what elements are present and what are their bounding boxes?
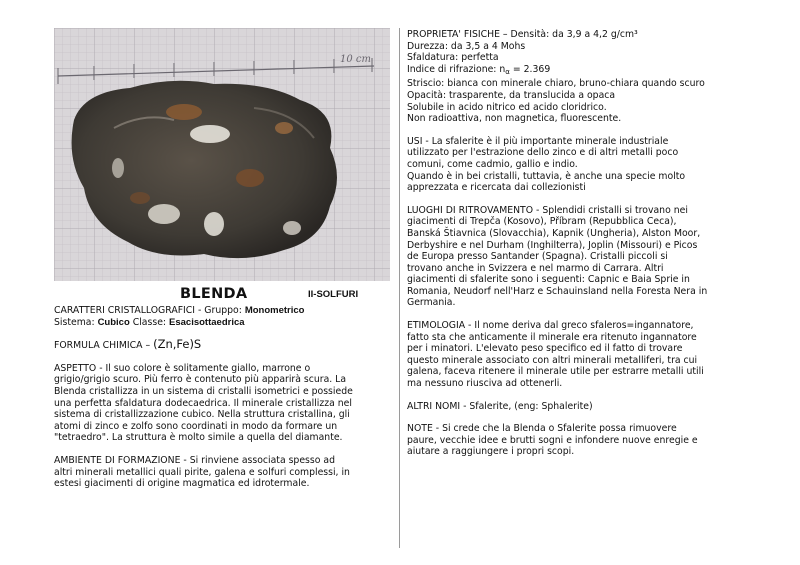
section-usi: [407, 136, 782, 194]
text-line: PROPRIETA' FISICHE – Densità: da 3,9 a 4,2 g/cm³: [407, 29, 638, 40]
section-ambiente: [54, 455, 394, 490]
text-line: Blenda cristallizza in un sistema di cristalli isometrici e possiede: [54, 385, 353, 397]
column-divider: [399, 28, 400, 548]
text-line: ETIMOLOGIA - Il nome deriva dal greco sfaleros=ingannatore,: [407, 320, 694, 332]
text-line: Germania.: [407, 297, 456, 309]
text-line: "tetraedro". La struttura è molto simile a quella del diamante.: [54, 432, 343, 444]
text-line: Opacità: trasparente, da translucida a opaca: [407, 89, 616, 101]
crystal-group-label: CARATTERI CRISTALLOGRAFICI - Gruppo:: [54, 305, 242, 316]
text-line: ASPETTO - Il suo colore è solitamente giallo, marrone o: [54, 362, 311, 374]
refraction-subscript: α: [505, 67, 510, 76]
refraction-value: = 2.369: [509, 63, 551, 75]
crystal-characters: [54, 305, 394, 317]
text-line: altri minerali metallici quali pirite, galena e solfuri complessi, in: [54, 466, 350, 478]
section-luoghi: [407, 205, 782, 309]
crystal-system-label: Sistema:: [54, 316, 95, 328]
section-proprieta: [407, 29, 782, 125]
formula-value: (Zn,Fe)S: [153, 337, 202, 352]
text-line: Romania, Neudorf nell'Harz e Schauinsland nella Foresta Nera in: [407, 285, 708, 297]
crystal-class-value: Esacisottaedrica: [169, 316, 245, 328]
text-line: Non radioattiva, non magnetica, fluorescente.: [407, 113, 622, 125]
text-line: ma nessuno riusciva ad ottenerli.: [407, 378, 563, 390]
text-line: comuni, come cadmio, gallio e indio.: [407, 158, 578, 170]
text-line: de Europa presso Santander (Spagna). Cristalli piccoli si: [407, 251, 668, 263]
mineral-name: BLENDA: [180, 286, 248, 302]
text-line: giacimenti di Trepča (Kosovo), Příbram (Repubblica Ceca),: [407, 216, 677, 228]
chemical-formula: [54, 339, 394, 352]
crystal-system-value: Cubico: [97, 316, 130, 328]
left-column: [54, 305, 394, 490]
crystal-group-value: Monometrico: [244, 305, 305, 316]
text-line: AMBIENTE DI FORMAZIONE - Si rinviene associata spesso ad: [54, 454, 335, 466]
text-line: galena, faceva ritenere il minerale utile per estrarre metalli utili: [407, 366, 704, 378]
text-line: per i minatori. L'elevato peso specifico ed il fatto di trovare: [407, 343, 683, 355]
text-line: aiutare a raggiungere i propri scopi.: [407, 446, 575, 458]
text-line: Solubile in acido nitrico ed acido cloridrico.: [407, 101, 607, 113]
text-line: fatto sta che anticamente il minerale era ritenuto ingannatore: [407, 331, 697, 343]
right-column: [407, 29, 782, 458]
text-line: estesi giacimenti di origine magmatica ed idrotermale.: [54, 478, 310, 490]
text-line: Durezza: da 3,5 a 4 Mohs: [407, 40, 526, 52]
text-line: Quando è in bei cristalli, tuttavia, è anche una specie molto: [407, 170, 686, 182]
formula-label: FORMULA CHIMICA –: [54, 340, 151, 352]
text-line: apprezzata e ricercata dai collezionisti: [407, 182, 586, 194]
text-line: paure, vecchie idee e brutti sogni e infondere nuove enregie e: [407, 434, 698, 446]
text-line: sistema di cristallizzazione cubico. Nella struttura cristallina, gli: [54, 409, 350, 421]
mineral-photo: [54, 28, 390, 281]
text-line: Sfaldatura: perfetta: [407, 52, 499, 64]
text-line: NOTE - Si crede che la Blenda o Sfalerite possa rimuovere: [407, 423, 677, 435]
text-line: LUOGHI DI RITROVAMENTO - Splendidi cristalli si trovano nei: [407, 204, 688, 216]
ruler-label: 10 cm: [340, 54, 371, 65]
text-line: utilizzato per l'estrazione dello zinco e di altri metalli poco: [407, 147, 679, 159]
text-line: giacimenti di sfalerite sono i seguenti: Capnic e Baia Sprie in: [407, 274, 690, 286]
text-line: Striscio: bianca con minerale chiaro, bruno-chiara quando scuro: [407, 78, 705, 90]
section-etimologia: [407, 320, 782, 390]
section-altri-nomi: ALTRI NOMI - Sfalerite, (eng: Sphalerite): [407, 400, 593, 412]
mineral-header: [54, 286, 390, 304]
text-line: una perfetta sfaldatura dodecaedrica. Il minerale cristallizza nel: [54, 397, 352, 409]
text-line: questo minerale associato con altri minerali metalliferi, tra cui: [407, 354, 698, 366]
refraction-label: Indice di rifrazione: n: [407, 63, 506, 75]
text-line: Derbyshire e nel Durham (Inghilterra), Joplin (Missouri) e Picos: [407, 239, 698, 251]
section-note: [407, 423, 782, 458]
text-line: Banská Štiavnica (Slovacchia), Kapnik (Ungheria), Alston Moor,: [407, 227, 701, 239]
text-line: USI - La sfalerite è il più importante minerale industriale: [407, 135, 669, 147]
mineral-photo-svg: [54, 28, 390, 281]
text-line: grigio/grigio scuro. Più ferro è contenuto più apparirà scura. La: [54, 374, 347, 386]
crystal-system: [54, 317, 394, 329]
crystal-class-label: Classe:: [132, 316, 167, 328]
refraction-index: [407, 64, 782, 79]
mineral-class: II-SOLFURI: [308, 289, 359, 300]
text-line: atomi di zinco e zolfo sono coordinati in modo da formare un: [54, 420, 338, 432]
text-line: trovano anche in Svizzera e nel marmo di Carrara. Altri: [407, 262, 664, 274]
section-aspetto: [54, 363, 394, 444]
